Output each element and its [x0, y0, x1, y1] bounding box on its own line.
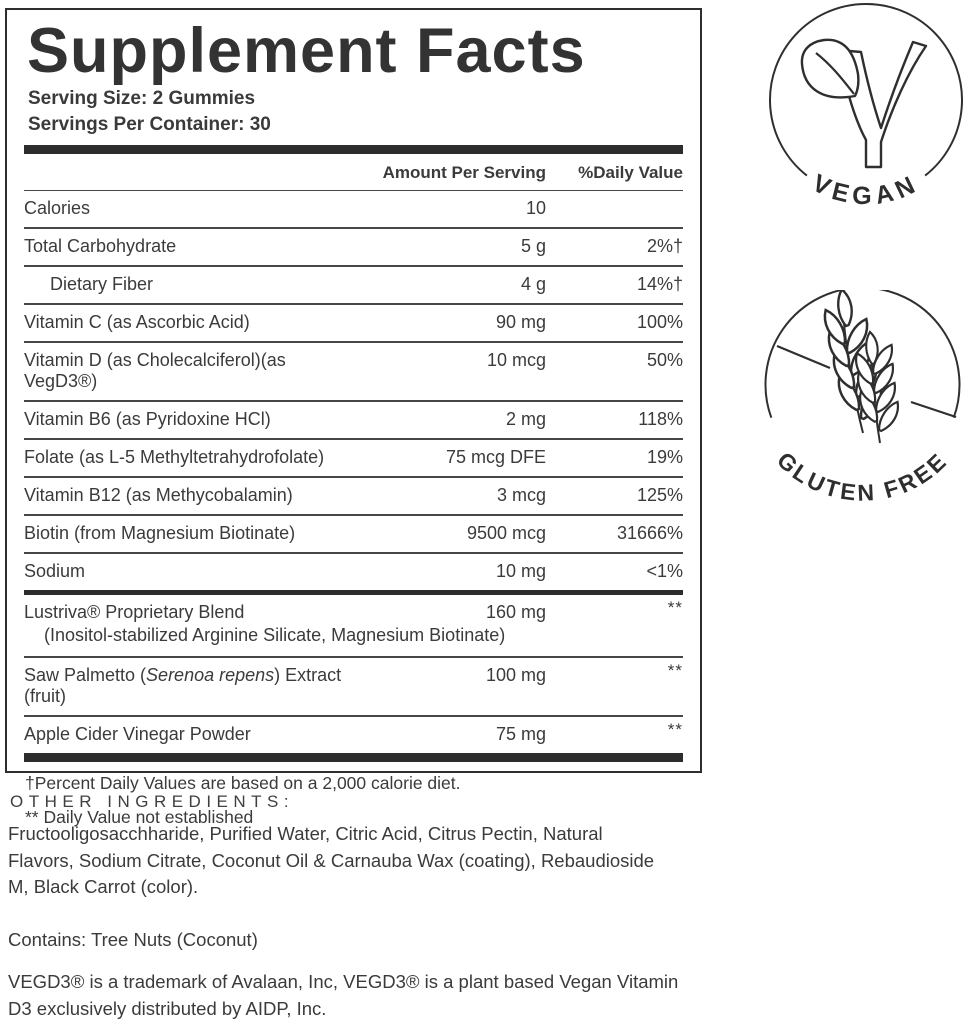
table-row-folate	[24, 438, 683, 476]
nutrient-name: Calories	[24, 198, 91, 219]
servings-per-container: Servings Per Container: 30	[28, 114, 271, 136]
nutrient-dv: 2%†	[646, 236, 683, 257]
nutrient-amount: 75 mg	[495, 724, 546, 745]
nutrient-amount: 100 mg	[485, 665, 546, 686]
nutrient-dv: 19%	[646, 447, 683, 468]
nutrient-name: Vitamin D (as Cholecalciferol)(as VegD3®)	[24, 350, 286, 392]
table-row-calories	[24, 190, 683, 227]
nutrient-dv: 100%	[636, 312, 683, 333]
nutrient-dv: 31666%	[616, 523, 683, 544]
nutrient-amount: 10 mg	[495, 561, 546, 582]
nutrient-amount: 160 mg	[485, 602, 546, 623]
footnote-not-established: ** Daily Value not established	[25, 807, 254, 828]
nutrient-name	[24, 665, 346, 707]
table-row-lustriva-blend	[24, 595, 683, 623]
table-row-apple-cider-vinegar	[24, 715, 683, 753]
nutrient-amount: 90 mg	[495, 312, 546, 333]
nutrient-amount: 5 g	[520, 236, 546, 257]
nutrient-dv: **	[667, 661, 683, 681]
table-row-vitamin-d	[24, 341, 683, 400]
table-row-total-carbohydrate	[24, 227, 683, 265]
nutrient-amount: 2 mg	[505, 409, 546, 430]
divider-bar	[24, 753, 683, 762]
svg-text:VEGAN	[808, 169, 924, 210]
saw-palmetto-latin: Serenoa repens	[146, 665, 275, 686]
vegan-leaf-icon	[742, 0, 973, 228]
svg-text:GLUTEN FREE	[772, 447, 953, 506]
nutrient-name: Vitamin B12 (as Methycobalamin)	[24, 485, 293, 506]
table-row-dietary-fiber	[24, 265, 683, 303]
blend-subtext: (Inositol-stabilized Arginine Silicate, Magnesium Biotinate)	[44, 625, 506, 646]
nutrient-name: Vitamin B6 (as Pyridoxine HCl)	[24, 409, 271, 430]
table-row-vitamin-b12	[24, 476, 683, 514]
nutrient-amount: 3 mcg	[496, 485, 546, 506]
gluten-free-badge-label: GLUTEN FREE	[772, 446, 953, 506]
table-row-biotin	[24, 514, 683, 552]
table-row-sodium	[24, 552, 683, 590]
nutrient-name: Lustriva® Proprietary Blend	[24, 602, 245, 623]
vegan-badge	[742, 0, 973, 228]
nutrient-name: Dietary Fiber	[50, 274, 154, 295]
nutrient-name: Total Carbohydrate	[24, 236, 177, 257]
trademark-note: VEGD3® is a trademark of Avalaan, Inc, VEGD3® is a plant based Vegan Vitamin D3 exclusively distributed by AIDP, Inc.	[8, 971, 679, 1019]
footnote-daily-value: †Percent Daily Values are based on a 2,000 calorie diet.	[25, 773, 461, 794]
nutrient-dv: 118%	[638, 409, 683, 430]
nutrient-amount: 10 mcg	[486, 350, 546, 371]
nutrient-amount: 9500 mcg	[466, 523, 546, 544]
wheat-crossed-icon	[742, 290, 973, 542]
column-amount-per-serving: Amount Per Serving	[382, 163, 546, 183]
nutrient-amount: 4 g	[520, 274, 546, 295]
nutrient-name: Vitamin C (as Ascorbic Acid)	[24, 312, 250, 333]
nutrient-dv: 14%†	[636, 274, 683, 295]
panel-title: Supplement Facts	[27, 16, 586, 86]
nutrient-name: Apple Cider Vinegar Powder	[24, 724, 251, 745]
table-row-vitamin-c	[24, 303, 683, 341]
table-row-vitamin-b6	[24, 400, 683, 438]
nutrient-dv: **	[667, 598, 683, 618]
nutrient-amount: 75 mcg DFE	[445, 447, 546, 468]
contains-statement: Contains: Tree Nuts (Coconut)	[8, 929, 258, 950]
nutrient-dv: 125%	[636, 485, 683, 506]
saw-palmetto-suffix: ) Extract (fruit)	[24, 665, 342, 707]
serving-size: Serving Size: 2 Gummies	[28, 88, 256, 110]
nutrient-amount: 10	[525, 198, 546, 219]
divider-bar	[24, 145, 683, 154]
other-ingredients-text: Fructooligosacchharide, Purified Water, Citric Acid, Citrus Pectin, Natural Flavors, Sodium Citrate, Coconut Oil & Carnauba Wax (coating), Rebaudioside M, Black Carrot (color).	[8, 823, 655, 897]
table-row-saw-palmetto	[24, 656, 683, 715]
nutrient-dv: 50%	[646, 350, 683, 371]
other-ingredients-heading: OTHER INGREDIENTS:	[10, 792, 295, 811]
table-header-row	[24, 154, 683, 190]
column-daily-value: %Daily Value	[578, 163, 683, 183]
vegan-badge-label: VEGAN	[807, 168, 925, 211]
nutrient-name: Biotin (from Magnesium Biotinate)	[24, 523, 296, 544]
nutrient-dv: <1%	[646, 561, 683, 582]
saw-palmetto-prefix: Saw Palmetto (	[24, 665, 147, 686]
gluten-free-badge	[742, 290, 973, 542]
nutrient-dv: **	[667, 720, 683, 740]
nutrient-name: Sodium	[24, 561, 86, 582]
nutrient-name: Folate (as L-5 Methyltetrahydrofolate)	[24, 447, 325, 468]
